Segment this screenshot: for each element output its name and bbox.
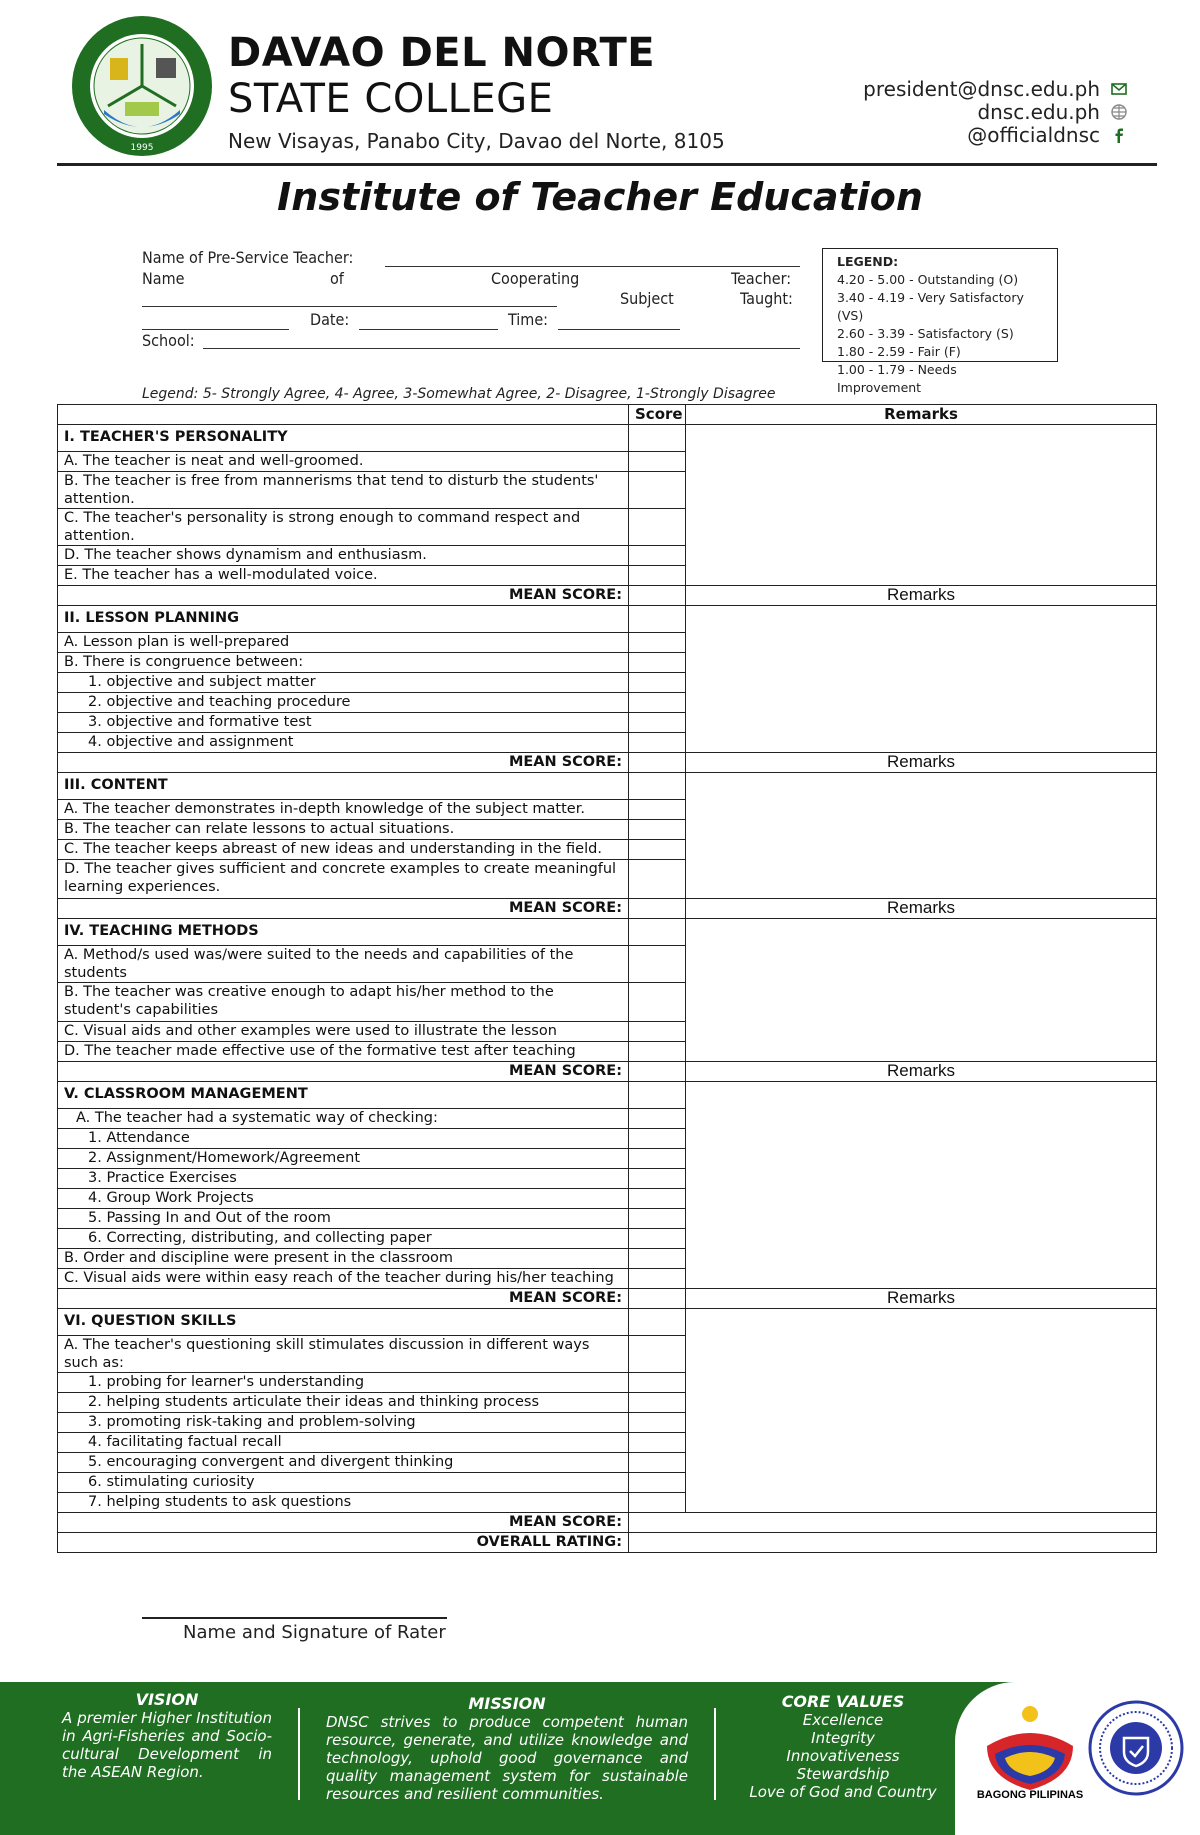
vision-block: [62, 1690, 272, 1781]
criteria-subitem: 1. Attendance: [58, 1129, 629, 1149]
remarks-cell[interactable]: [686, 773, 1157, 899]
coop-teacher-word: Teacher:: [731, 269, 792, 288]
criteria-subitem: 3. objective and formative test: [58, 713, 629, 733]
score-cell[interactable]: [629, 1022, 686, 1042]
legend-item: 3.40 - 4.19 - Very Satisfactory (VS): [837, 290, 1024, 323]
mission-text: DNSC strives to produce competent human resource, generate, and utilize knowledge and technology, uphold good governance and quality management system for sustainable resources and resilient communities.: [326, 1713, 688, 1803]
criteria-item: E. The teacher has a well-modulated voice.: [58, 566, 629, 586]
contact-website[interactable]: [977, 100, 1128, 124]
college-name-line1: DAVAO DEL NORTE: [228, 30, 656, 76]
score-cell[interactable]: [629, 606, 686, 633]
overall-rating-cell[interactable]: [629, 1533, 1157, 1553]
date-label: Date:: [310, 310, 350, 329]
coop-of-word: of: [330, 269, 344, 288]
score-cell[interactable]: [629, 860, 686, 899]
mean-score-cell[interactable]: [629, 899, 686, 919]
score-cell[interactable]: [629, 1373, 686, 1393]
mean-score-cell[interactable]: [629, 1289, 686, 1309]
criteria-subitem: 1. probing for learner's understanding: [58, 1373, 629, 1393]
score-cell[interactable]: [629, 733, 686, 753]
legend-item: 1.80 - 2.59 - Fair (F): [837, 344, 961, 359]
header-divider: [57, 163, 1157, 166]
score-cell[interactable]: [629, 653, 686, 673]
footer-divider: [714, 1708, 716, 1800]
globe-icon: [1110, 103, 1128, 121]
score-cell[interactable]: [629, 1189, 686, 1209]
criteria-item: B. The teacher can relate lessons to actual situations.: [58, 820, 629, 840]
section-row: [58, 773, 1157, 800]
time-field[interactable]: [558, 329, 680, 330]
core-value: Integrity: [811, 1729, 875, 1747]
core-value: Excellence: [802, 1711, 884, 1729]
website-text[interactable]: dnsc.edu.ph: [977, 100, 1100, 124]
score-cell[interactable]: [629, 800, 686, 820]
score-cell[interactable]: [629, 673, 686, 693]
score-cell[interactable]: [629, 919, 686, 946]
subject-field[interactable]: [142, 329, 289, 330]
coop-name-word: Name: [142, 269, 185, 288]
section-row: [58, 425, 1157, 452]
overall-rating-row: [58, 1533, 1157, 1553]
section-title: V. CLASSROOM MANAGEMENT: [58, 1082, 629, 1109]
subject-word: Subject: [620, 289, 674, 308]
score-cell[interactable]: [629, 1249, 686, 1269]
coop-teacher-field[interactable]: [142, 306, 557, 307]
criteria-subitem: 4. facilitating factual recall: [58, 1433, 629, 1453]
score-cell[interactable]: [629, 840, 686, 860]
score-cell[interactable]: [629, 1149, 686, 1169]
criteria-subitem: 4. Group Work Projects: [58, 1189, 629, 1209]
criteria-header: [58, 405, 629, 425]
criteria-subitem: 2. helping students articulate their ideas and thinking process: [58, 1393, 629, 1413]
score-cell[interactable]: [629, 509, 686, 546]
mean-score-row: [58, 899, 1157, 919]
remarks-header: Remarks: [686, 405, 1157, 425]
table-header-row: [58, 405, 1157, 425]
facebook-icon: [1110, 126, 1128, 144]
criteria-item: A. The teacher is neat and well-groomed.: [58, 452, 629, 472]
score-cell[interactable]: [629, 472, 686, 509]
mean-score-row: [58, 1289, 1157, 1309]
date-field[interactable]: [359, 329, 498, 330]
mission-title: MISSION: [468, 1694, 546, 1713]
score-cell[interactable]: [629, 546, 686, 566]
legend-title: LEGEND:: [837, 254, 899, 269]
section-row: [58, 919, 1157, 946]
criteria-subitem: 3. promoting risk-taking and problem-solving: [58, 1413, 629, 1433]
criteria-subitem: 2. Assignment/Homework/Agreement: [58, 1149, 629, 1169]
score-cell[interactable]: [629, 452, 686, 472]
time-label: Time:: [508, 310, 549, 329]
remarks-label: Remarks: [686, 899, 1157, 919]
remarks-label: Remarks: [686, 1289, 1157, 1309]
taught-word: Taught:: [740, 289, 793, 308]
criteria-subitem: 6. Correcting, distributing, and collecting paper: [58, 1229, 629, 1249]
contact-email[interactable]: [863, 77, 1128, 101]
vision-text: A premier Higher Institution in Agri-Fisheries and Socio-cultural Development in the ASEAN Region.: [62, 1709, 272, 1781]
score-cell[interactable]: [629, 1433, 686, 1453]
criteria-subitem: 4. objective and assignment: [58, 733, 629, 753]
bagong-pilipinas-text: BAGONG PILIPINAS: [976, 1789, 1084, 1801]
criteria-item: C. The teacher keeps abreast of new ideas and understanding in the field.: [58, 840, 629, 860]
mean-score-cell[interactable]: [629, 1062, 686, 1082]
criteria-item: A. The teacher demonstrates in-depth knowledge of the subject matter.: [58, 800, 629, 820]
vision-title: VISION: [135, 1690, 199, 1709]
social-text[interactable]: @officialdnsc: [967, 123, 1100, 147]
criteria-subitem: 5. Passing In and Out of the room: [58, 1209, 629, 1229]
criteria-item: A. Lesson plan is well-prepared: [58, 633, 629, 653]
mean-score-label: MEAN SCORE:: [58, 753, 629, 773]
criteria-item: D. The teacher made effective use of the formative test after teaching: [58, 1042, 629, 1062]
criteria-subitem: 7. helping students to ask questions: [58, 1493, 629, 1513]
criteria-item: A. Method/s used was/were suited to the needs and capabilities of the students: [58, 946, 629, 983]
government-seal-icon: [1088, 1700, 1184, 1796]
criteria-subitem: 1. objective and subject matter: [58, 673, 629, 693]
contact-social[interactable]: [967, 123, 1128, 147]
score-cell[interactable]: [629, 713, 686, 733]
score-cell[interactable]: [629, 1393, 686, 1413]
score-cell[interactable]: [629, 633, 686, 653]
section-title: IV. TEACHING METHODS: [58, 919, 629, 946]
legend-item: 1.00 - 1.79 - Needs Improvement: [837, 362, 957, 395]
section-row: [58, 1309, 1157, 1336]
section-title: I. TEACHER'S PERSONALITY: [58, 425, 629, 452]
score-cell[interactable]: [629, 1473, 686, 1493]
criteria-subitem: 5. encouraging convergent and divergent thinking: [58, 1453, 629, 1473]
section-title: III. CONTENT: [58, 773, 629, 800]
remarks-label: Remarks: [686, 586, 1157, 606]
criteria-item: B. There is congruence between:: [58, 653, 629, 673]
score-cell[interactable]: [629, 820, 686, 840]
score-cell[interactable]: [629, 566, 686, 586]
pre-service-field[interactable]: [385, 266, 800, 267]
score-cell[interactable]: [629, 1336, 686, 1373]
mean-score-label: MEAN SCORE:: [58, 1062, 629, 1082]
score-cell[interactable]: [629, 1109, 686, 1129]
mean-score-cell[interactable]: [629, 753, 686, 773]
score-cell[interactable]: [629, 1269, 686, 1289]
college-name-line2: STATE COLLEGE: [228, 76, 554, 122]
criteria-subitem: 2. objective and teaching procedure: [58, 693, 629, 713]
score-cell[interactable]: [629, 1169, 686, 1189]
score-cell[interactable]: [629, 1309, 686, 1336]
core-value: Stewardship: [796, 1765, 890, 1783]
mean-score-cell[interactable]: [629, 1513, 1157, 1533]
footer-divider: [298, 1708, 300, 1800]
criteria-subitem: 3. Practice Exercises: [58, 1169, 629, 1189]
criteria-item: B. The teacher is free from mannerisms that tend to disturb the students' attention.: [58, 472, 629, 509]
section-title: VI. QUESTION SKILLS: [58, 1309, 629, 1336]
score-header: Score: [629, 405, 686, 425]
criteria-item: A. The teacher had a systematic way of checking:: [58, 1109, 629, 1129]
score-cell[interactable]: [629, 425, 686, 452]
remarks-cell[interactable]: [686, 425, 1157, 586]
email-text[interactable]: president@dnsc.edu.ph: [863, 77, 1100, 101]
rating-legend-box: [822, 248, 1058, 395]
remarks-cell[interactable]: [686, 1309, 1157, 1513]
core-value: Innovativeness: [786, 1747, 900, 1765]
score-cell[interactable]: [629, 1209, 686, 1229]
score-cell[interactable]: [629, 1493, 686, 1513]
criteria-item: D. The teacher gives sufficient and concrete examples to create meaningful learning experiences.: [58, 860, 629, 899]
legend-item: 4.20 - 5.00 - Outstanding (O): [837, 272, 1019, 287]
score-cell[interactable]: [629, 1042, 686, 1062]
criteria-item: C. Visual aids were within easy reach of the teacher during his/her teaching: [58, 1269, 629, 1289]
score-cell[interactable]: [629, 773, 686, 800]
section-row: [58, 1082, 1157, 1109]
mean-score-row: [58, 1062, 1157, 1082]
signature-label: Name and Signature of Rater: [183, 1622, 446, 1643]
core-values-block: [738, 1692, 948, 1801]
score-cell[interactable]: [629, 946, 686, 983]
mean-score-label: MEAN SCORE:: [58, 586, 629, 606]
school-field[interactable]: [203, 348, 800, 349]
core-value: Love of God and Country: [749, 1783, 937, 1801]
mean-score-row: [58, 753, 1157, 773]
institute-title: Institute of Teacher Education: [277, 175, 923, 219]
remarks-cell[interactable]: [686, 919, 1157, 1062]
remarks-cell[interactable]: [686, 1082, 1157, 1289]
section-title: II. LESSON PLANNING: [58, 606, 629, 633]
score-cell[interactable]: [629, 1453, 686, 1473]
criteria-item: B. Order and discipline were present in the classroom: [58, 1249, 629, 1269]
legend-item: 2.60 - 3.39 - Satisfactory (S): [837, 326, 1014, 341]
svg-text:1995: 1995: [130, 143, 154, 153]
score-cell[interactable]: [629, 983, 686, 1022]
criteria-item: C. The teacher's personality is strong enough to command respect and attention.: [58, 509, 629, 546]
pre-service-label: Name of Pre-Service Teacher:: [142, 248, 354, 267]
college-address: New Visayas, Panabo City, Davao del Norte, 8105: [228, 129, 725, 153]
remarks-label: Remarks: [686, 1062, 1157, 1082]
criteria-item: C. Visual aids and other examples were used to illustrate the lesson: [58, 1022, 629, 1042]
criteria-item: A. The teacher's questioning skill stimulates discussion in different ways such as:: [58, 1336, 629, 1373]
criteria-item: D. The teacher shows dynamism and enthusiasm.: [58, 546, 629, 566]
criteria-subitem: 6. stimulating curiosity: [58, 1473, 629, 1493]
score-cell[interactable]: [629, 1129, 686, 1149]
school-label: School:: [142, 331, 195, 350]
evaluation-table: [57, 404, 1156, 1553]
mean-score-cell[interactable]: [629, 586, 686, 606]
mean-score-label: MEAN SCORE:: [58, 899, 629, 919]
mean-score-label: MEAN SCORE:: [58, 1513, 629, 1533]
college-seal-logo: [70, 14, 215, 159]
signature-line[interactable]: [142, 1617, 447, 1619]
score-cell[interactable]: [629, 1413, 686, 1433]
mean-score-label: MEAN SCORE:: [58, 1289, 629, 1309]
bagong-pilipinas-logo: [975, 1698, 1085, 1802]
score-cell[interactable]: [629, 1082, 686, 1109]
core-values-title: CORE VALUES: [781, 1692, 905, 1711]
remarks-label: Remarks: [686, 753, 1157, 773]
score-cell[interactable]: [629, 1229, 686, 1249]
criteria-item: B. The teacher was creative enough to adapt his/her method to the student's capabilities: [58, 983, 629, 1022]
section-row: [58, 606, 1157, 633]
mail-icon: [1110, 80, 1128, 98]
mean-score-row: [58, 1513, 1157, 1533]
mission-block: [326, 1694, 688, 1803]
overall-rating-label: OVERALL RATING:: [58, 1533, 629, 1553]
scale-legend: Legend: 5- Strongly Agree, 4- Agree, 3-Somewhat Agree, 2- Disagree, 1-Strongly Disagree: [142, 386, 776, 402]
coop-cooperating-word: Cooperating: [491, 269, 580, 288]
remarks-cell[interactable]: [686, 606, 1157, 753]
mean-score-row: [58, 586, 1157, 606]
score-cell[interactable]: [629, 693, 686, 713]
